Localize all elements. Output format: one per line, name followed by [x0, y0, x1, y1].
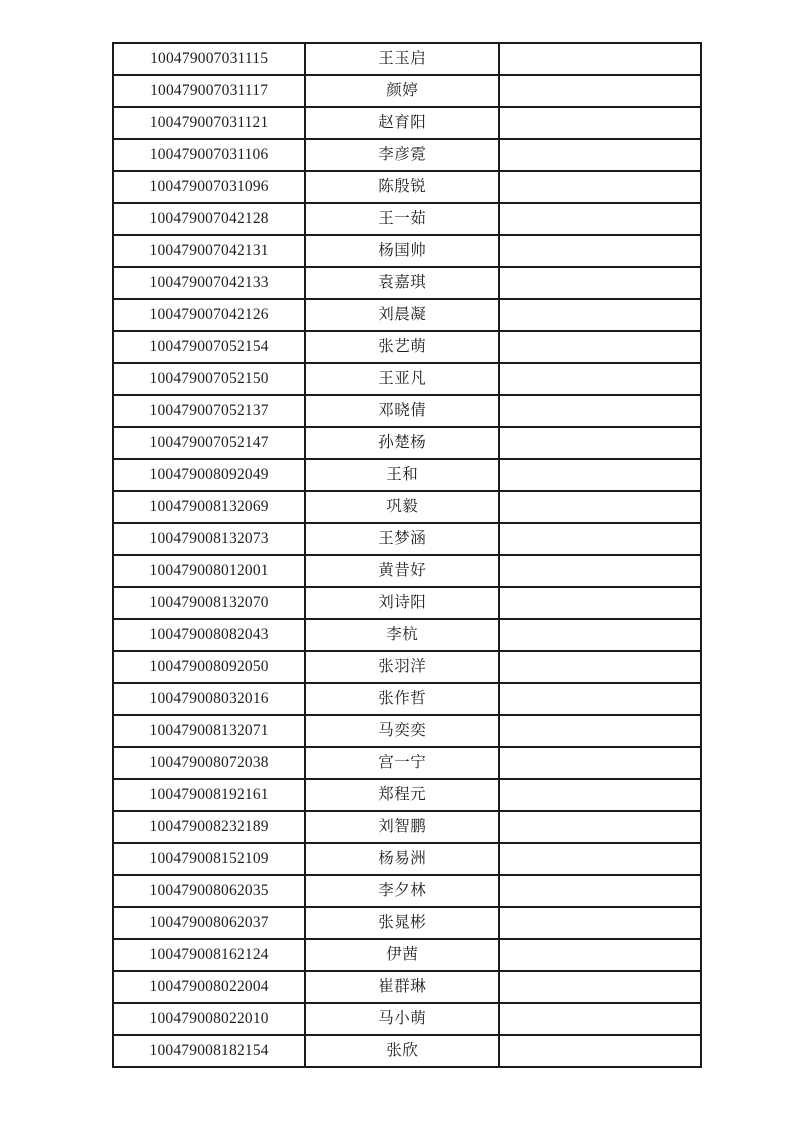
student-id-cell: 100479008092050 — [113, 651, 305, 683]
empty-cell — [499, 779, 701, 811]
student-id-cell: 100479008132069 — [113, 491, 305, 523]
empty-cell — [499, 299, 701, 331]
table-row — [113, 363, 701, 395]
table-row — [113, 107, 701, 139]
empty-cell — [499, 459, 701, 491]
table-row — [113, 331, 701, 363]
student-name-cell: 宫一宁 — [305, 747, 499, 779]
table-row — [113, 235, 701, 267]
student-id-cell: 100479008022004 — [113, 971, 305, 1003]
table-row — [113, 1003, 701, 1035]
empty-cell — [499, 555, 701, 587]
student-name-cell: 邓晓倩 — [305, 395, 499, 427]
student-name-cell: 巩毅 — [305, 491, 499, 523]
student-id-cell: 100479007031096 — [113, 171, 305, 203]
student-id-cell: 100479008132071 — [113, 715, 305, 747]
student-name-cell: 马小萌 — [305, 1003, 499, 1035]
student-name-cell: 张艺萌 — [305, 331, 499, 363]
table-row — [113, 427, 701, 459]
empty-cell — [499, 971, 701, 1003]
empty-cell — [499, 395, 701, 427]
student-id-cell: 100479007042133 — [113, 267, 305, 299]
table-row — [113, 651, 701, 683]
table-row — [113, 715, 701, 747]
student-id-cell: 100479008132070 — [113, 587, 305, 619]
roster-table — [112, 42, 702, 1068]
empty-cell — [499, 1003, 701, 1035]
table-row — [113, 587, 701, 619]
student-id-cell: 100479007052154 — [113, 331, 305, 363]
empty-cell — [499, 715, 701, 747]
student-name-cell: 赵育阳 — [305, 107, 499, 139]
student-name-cell: 李彦霓 — [305, 139, 499, 171]
student-id-cell: 100479008082043 — [113, 619, 305, 651]
table-row — [113, 299, 701, 331]
student-id-cell: 100479008182154 — [113, 1035, 305, 1067]
student-id-cell: 100479008192161 — [113, 779, 305, 811]
table-row — [113, 555, 701, 587]
student-name-cell: 伊茜 — [305, 939, 499, 971]
empty-cell — [499, 427, 701, 459]
student-name-cell: 张欣 — [305, 1035, 499, 1067]
student-id-cell: 100479007031115 — [113, 43, 305, 75]
table-row — [113, 203, 701, 235]
empty-cell — [499, 43, 701, 75]
empty-cell — [499, 587, 701, 619]
student-id-cell: 100479008032016 — [113, 683, 305, 715]
student-name-cell: 王亚凡 — [305, 363, 499, 395]
empty-cell — [499, 267, 701, 299]
student-id-cell: 100479008022010 — [113, 1003, 305, 1035]
student-id-cell: 100479008072038 — [113, 747, 305, 779]
student-name-cell: 李杭 — [305, 619, 499, 651]
empty-cell — [499, 235, 701, 267]
empty-cell — [499, 139, 701, 171]
student-name-cell: 刘智鹏 — [305, 811, 499, 843]
student-id-cell: 100479008162124 — [113, 939, 305, 971]
student-id-cell: 100479008062035 — [113, 875, 305, 907]
student-id-cell: 100479007052147 — [113, 427, 305, 459]
student-name-cell: 张晁彬 — [305, 907, 499, 939]
table-row — [113, 1035, 701, 1067]
table-row — [113, 267, 701, 299]
student-name-cell: 刘诗阳 — [305, 587, 499, 619]
table-row — [113, 523, 701, 555]
empty-cell — [499, 491, 701, 523]
student-name-cell: 张羽洋 — [305, 651, 499, 683]
student-name-cell: 马奕奕 — [305, 715, 499, 747]
empty-cell — [499, 171, 701, 203]
table-row — [113, 43, 701, 75]
student-name-cell: 崔群琳 — [305, 971, 499, 1003]
student-id-cell: 100479008152109 — [113, 843, 305, 875]
empty-cell — [499, 875, 701, 907]
student-name-cell: 刘晨凝 — [305, 299, 499, 331]
table-row — [113, 683, 701, 715]
student-name-cell: 杨易洲 — [305, 843, 499, 875]
empty-cell — [499, 843, 701, 875]
empty-cell — [499, 203, 701, 235]
empty-cell — [499, 747, 701, 779]
student-id-cell: 100479007042131 — [113, 235, 305, 267]
student-name-cell: 杨国帅 — [305, 235, 499, 267]
roster-table-body — [113, 43, 701, 1067]
table-row — [113, 139, 701, 171]
empty-cell — [499, 683, 701, 715]
student-name-cell: 李夕林 — [305, 875, 499, 907]
student-name-cell: 王一茹 — [305, 203, 499, 235]
student-name-cell: 张作哲 — [305, 683, 499, 715]
table-row — [113, 395, 701, 427]
empty-cell — [499, 75, 701, 107]
student-name-cell: 颜婷 — [305, 75, 499, 107]
student-name-cell: 袁嘉琪 — [305, 267, 499, 299]
student-id-cell: 100479007052150 — [113, 363, 305, 395]
empty-cell — [499, 811, 701, 843]
student-name-cell: 王玉启 — [305, 43, 499, 75]
student-id-cell: 100479007042128 — [113, 203, 305, 235]
student-id-cell: 100479008232189 — [113, 811, 305, 843]
empty-cell — [499, 651, 701, 683]
table-row — [113, 779, 701, 811]
empty-cell — [499, 363, 701, 395]
empty-cell — [499, 939, 701, 971]
empty-cell — [499, 523, 701, 555]
table-row — [113, 75, 701, 107]
student-name-cell: 陈殷锐 — [305, 171, 499, 203]
student-id-cell: 100479007031117 — [113, 75, 305, 107]
table-row — [113, 939, 701, 971]
empty-cell — [499, 331, 701, 363]
student-id-cell: 100479008062037 — [113, 907, 305, 939]
empty-cell — [499, 619, 701, 651]
student-id-cell: 100479007031106 — [113, 139, 305, 171]
table-row — [113, 971, 701, 1003]
table-row — [113, 459, 701, 491]
student-name-cell: 孙楚杨 — [305, 427, 499, 459]
table-row — [113, 907, 701, 939]
student-name-cell: 郑程元 — [305, 779, 499, 811]
table-row — [113, 875, 701, 907]
empty-cell — [499, 107, 701, 139]
student-id-cell: 100479008012001 — [113, 555, 305, 587]
table-row — [113, 843, 701, 875]
empty-cell — [499, 907, 701, 939]
student-id-cell: 100479008132073 — [113, 523, 305, 555]
student-id-cell: 100479007031121 — [113, 107, 305, 139]
table-row — [113, 747, 701, 779]
empty-cell — [499, 1035, 701, 1067]
student-name-cell: 王和 — [305, 459, 499, 491]
student-id-cell: 100479008092049 — [113, 459, 305, 491]
student-name-cell: 王梦涵 — [305, 523, 499, 555]
table-row — [113, 171, 701, 203]
table-row — [113, 619, 701, 651]
student-name-cell: 黄昔好 — [305, 555, 499, 587]
table-row — [113, 811, 701, 843]
table-row — [113, 491, 701, 523]
student-id-cell: 100479007052137 — [113, 395, 305, 427]
student-id-cell: 100479007042126 — [113, 299, 305, 331]
